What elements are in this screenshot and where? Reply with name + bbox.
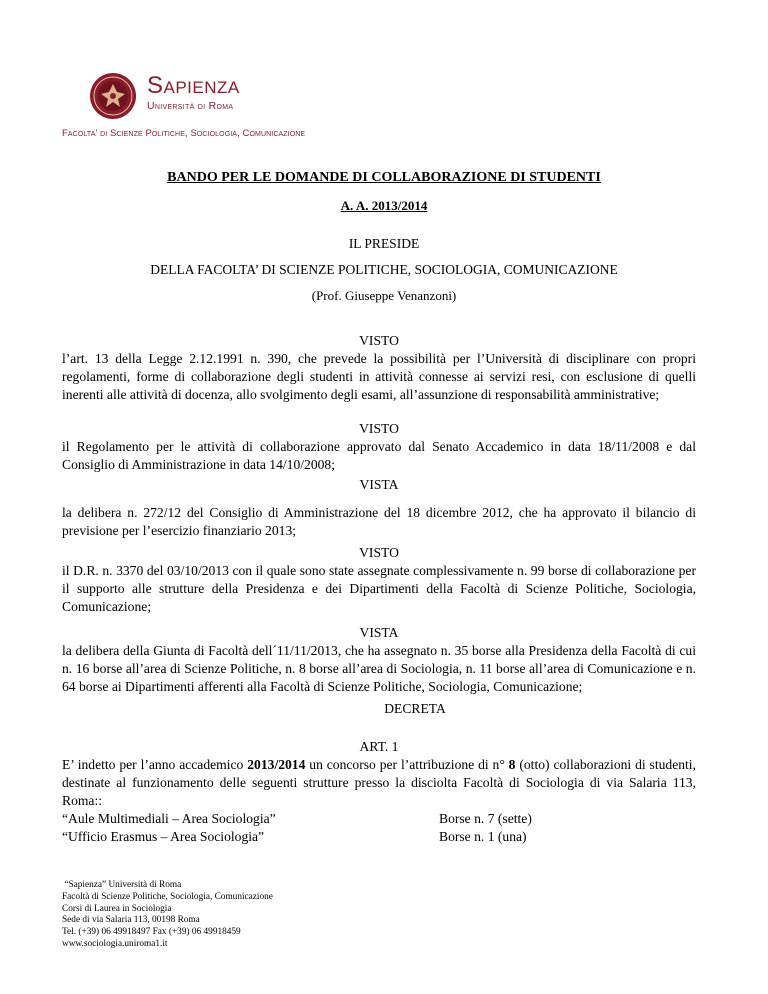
- preside-faculty: DELLA FACOLTA’ DI SCIENZE POLITICHE, SOCIOLOGIA, COMUNICAZIONE: [150, 262, 618, 277]
- list-item: [62, 810, 696, 828]
- section-visto-1: [62, 332, 696, 404]
- section-text: l’art. 13 della Legge 2.12.1991 n. 390, che prevede la possibilità per l’Università di disciplinare con propri regolamenti, forme di collaborazione degli studenti in attività connesse ai servizi resi, con esclusione di quelli inerenti alle attività di docenza, allo svolgimento degli esami, all’assunzione di responsabilità amministrative;: [62, 351, 696, 402]
- section-heading: VISTO: [359, 421, 399, 436]
- faculty-header: Facolta’ di Scienze Politiche, Sociologia, Comunicazione: [62, 128, 306, 139]
- footer-line: “Sapienza” Università di Roma: [62, 880, 182, 890]
- section-text: la delibera n. 272/12 del Consiglio di Amministrazione del 18 dicembre 2012, che ha approvato il bilancio di previsione per l’esercizio finanziario 2013;: [62, 505, 696, 538]
- footer-website: www.sociologia.uniroma1.it: [62, 938, 168, 949]
- sapienza-seal-icon: [89, 72, 137, 120]
- structure-name: “Ufficio Erasmus – Area Sociologia”: [62, 829, 265, 844]
- structure-name: “Aule Multimediali – Area Sociologia”: [62, 811, 276, 826]
- footer-line: Sede di via Salaria 113, 00198 Roma: [62, 915, 200, 926]
- article-text-a: E’ indetto per l’anno accademico: [62, 757, 248, 772]
- document-title: BANDO PER LE DOMANDE DI COLLABORAZIONE DI STUDENTI: [167, 170, 601, 185]
- footer-line: Corsi di Laurea in Sociologia: [62, 903, 172, 914]
- section-heading: VISTA: [359, 625, 399, 640]
- section-text: il Regolamento per le attività di collaborazione approvato dal Senato Accademico in data 18/11/2008 e dal Consiglio di Amministrazione in data 14/10/2008;: [62, 439, 696, 472]
- article-number: 8: [508, 757, 516, 772]
- article-1: [62, 738, 696, 810]
- section-vista-2: [62, 624, 696, 696]
- section-heading: VISTA: [359, 477, 399, 492]
- section-text: la delibera della Giunta di Facoltà dell´11/11/2013, che ha assegnato n. 35 borse alla Presidenza della Facoltà di cui n. 16 borse all’area di Scienze Politiche, n. 8 borse all’area di Sociologia, n. 11 borse all’area di Comunicazione e n. 64 borse ai Dipartimenti afferenti alla Facoltà di Scienze Politiche, Sociologia, Comunicazione;: [62, 643, 696, 694]
- article-text: [62, 756, 696, 810]
- section-vista-1: [62, 476, 696, 540]
- article-year: 2013/2014: [247, 757, 306, 772]
- brand-text: [147, 74, 240, 112]
- brand-name: Sapienza: [147, 72, 240, 99]
- structure-borse: Borse n. 1 (una): [439, 829, 527, 844]
- section-text: il D.R. n. 3370 del 03/10/2013 con il quale sono state assegnate complessivamente n. 99 borse di collaborazione per il supporto alle strutture della Presidenza e dei Dipartimenti della Facoltà di Scienze Politiche, Sociologia, Comunicazione;: [62, 563, 696, 614]
- section-visto-3: [62, 544, 696, 616]
- university-logo: [89, 72, 289, 122]
- list-item: [62, 828, 696, 846]
- section-visto-2: [62, 420, 696, 474]
- section-heading: VISTO: [359, 333, 399, 348]
- structure-borse: Borse n. 7 (sette): [439, 811, 532, 826]
- footer-line: Tel. (+39) 06 49918497 Fax (+39) 06 49918459: [62, 927, 241, 938]
- footer-line: Facoltà di Scienze Politiche, Sociologia, Comunicazione: [62, 891, 273, 902]
- preside-heading: IL PRESIDE: [348, 236, 420, 251]
- article-text-b: un concorso per l’attribuzione di n°: [305, 757, 509, 772]
- article-heading: ART. 1: [359, 739, 399, 754]
- decreta-heading: DECRETA: [384, 701, 446, 716]
- article-text-c: (otto) collaborazioni di studenti, destinate al funzionamento delle seguenti strutture presso la disciolta Facoltà di Sociologia di via Salaria 113, Roma::: [62, 757, 696, 808]
- preside-name: (Prof. Giuseppe Venanzoni): [311, 288, 457, 303]
- footer-address: [62, 880, 273, 951]
- brand-subtitle: Università di Roma: [147, 100, 234, 112]
- section-heading: VISTO: [359, 545, 399, 560]
- academic-year: A. A. 2013/2014: [340, 198, 428, 213]
